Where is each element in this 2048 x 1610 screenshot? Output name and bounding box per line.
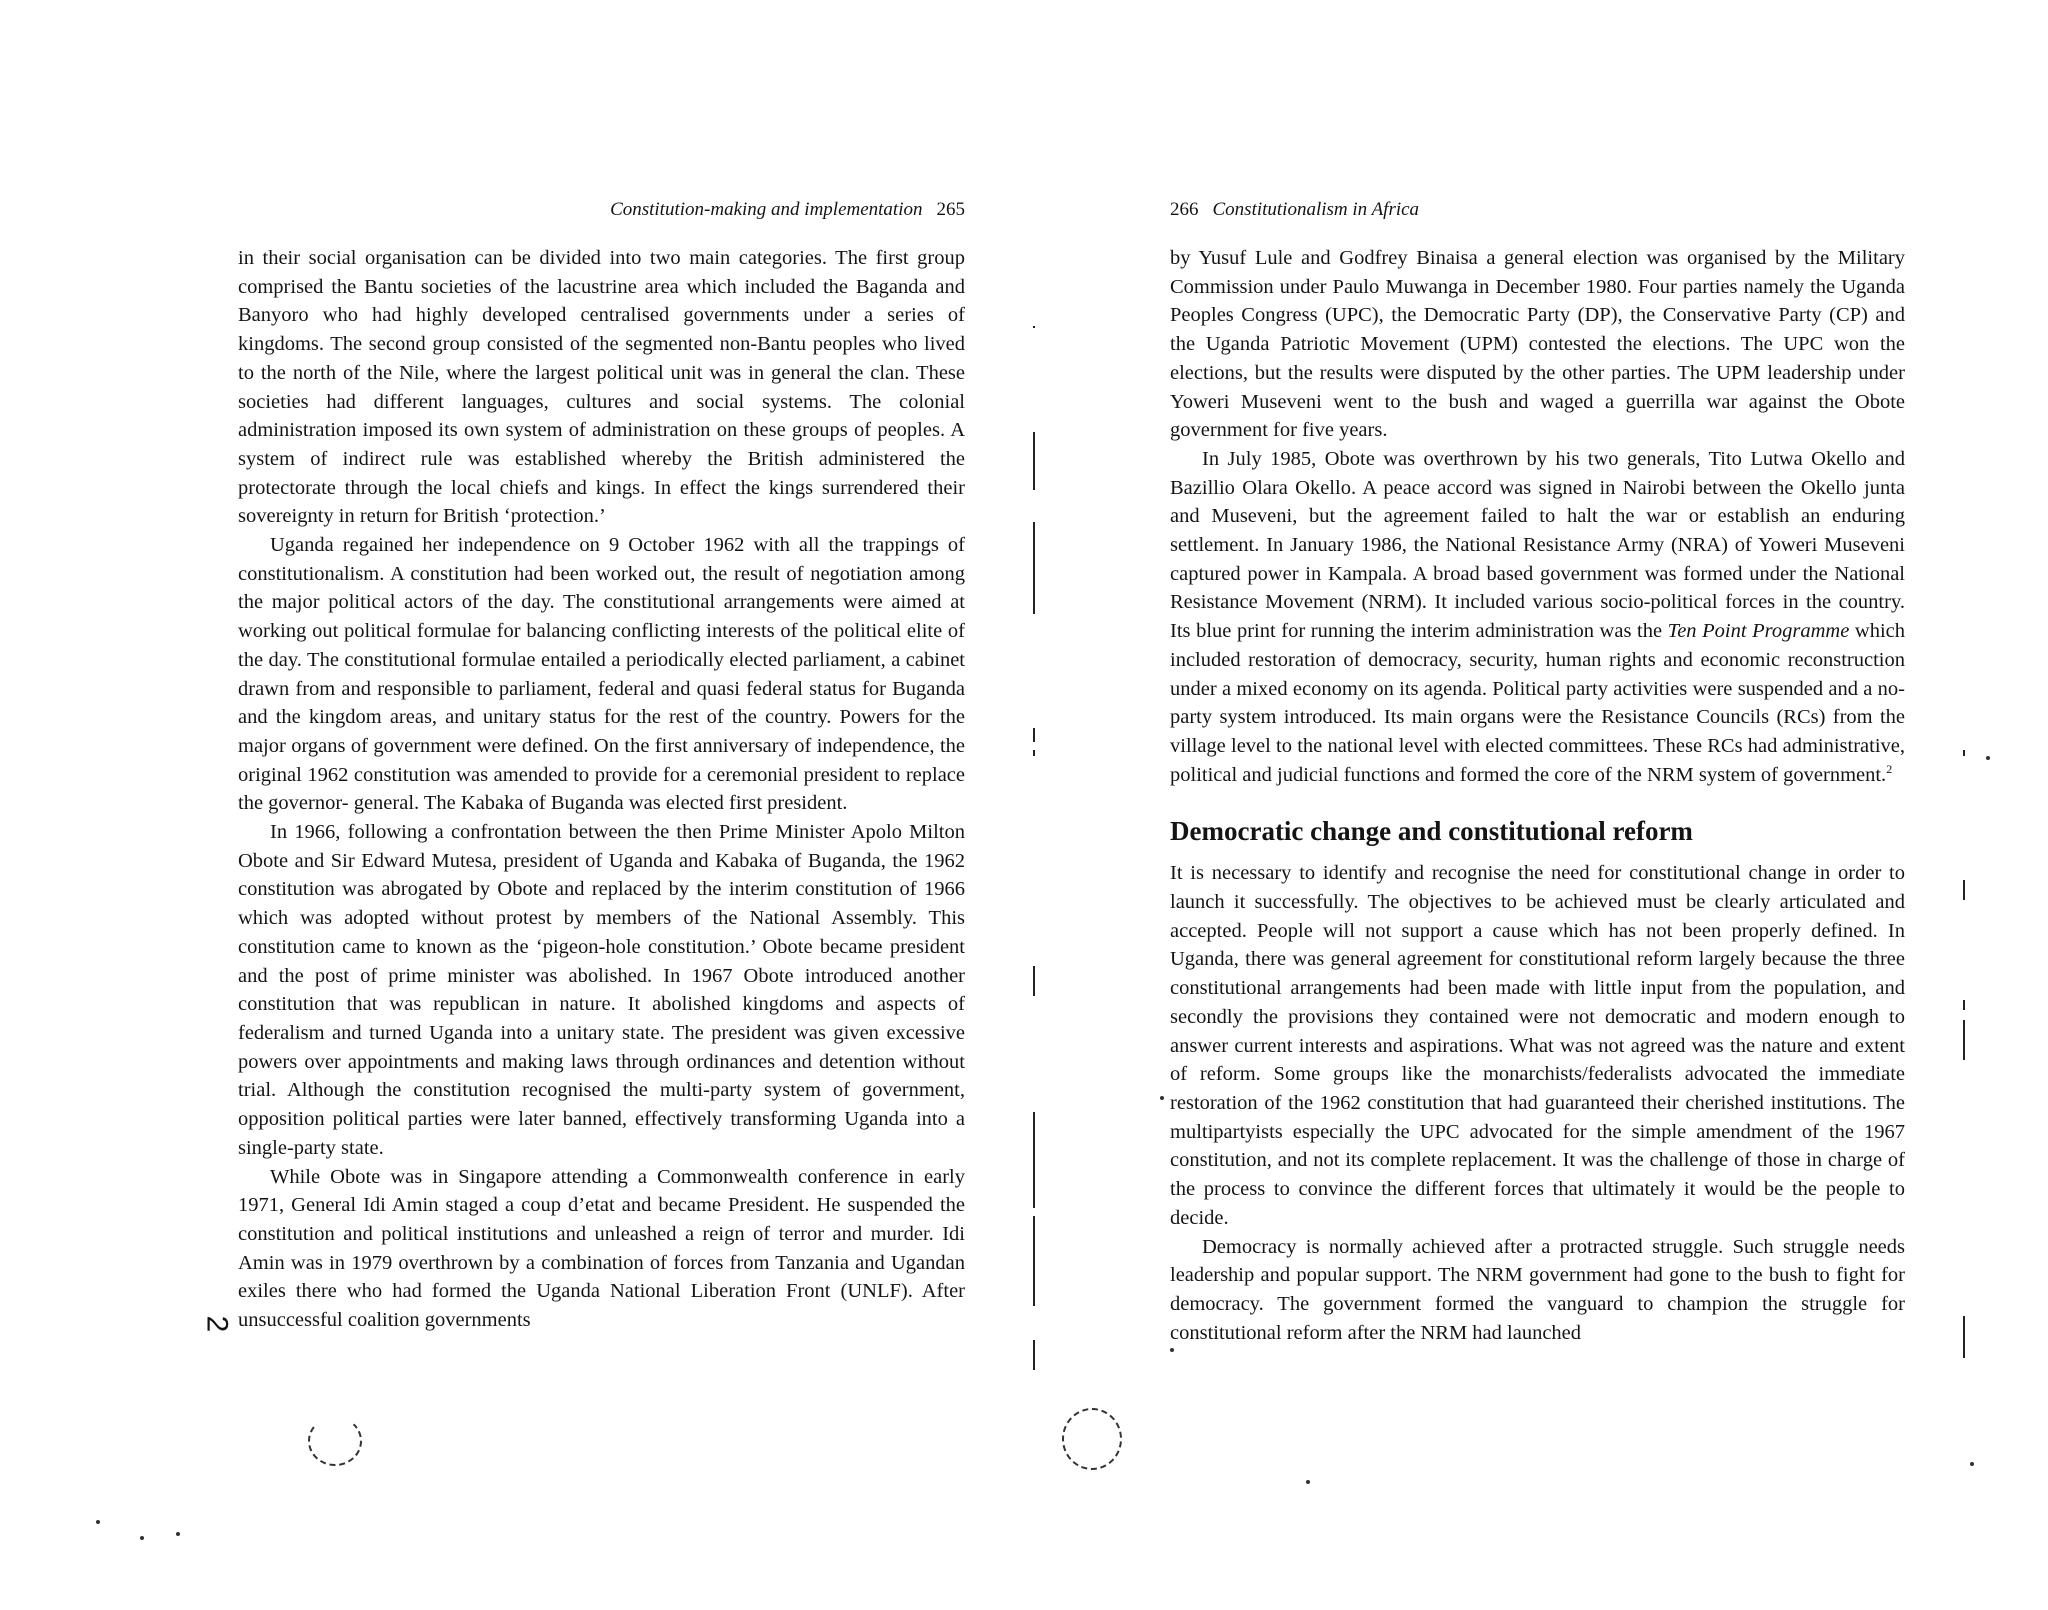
left-paragraph: Uganda regained her independence on 9 October 1962 with all the trappings of constitutionalism. A constitution had been worked out, the result of negotiation among the major political actors of the day. The constitutional arrangements were aimed at working out political formulae for balancing conflicting interests of the political elite of the day. The constitutional formulae entailed a periodically elected parliament, a cabinet drawn from and responsible to parliament, federal and quasi federal status for Buganda and the kingdom areas, and unitary status for the rest of the country. Powers for the major organs of government were defined. On the first anniversary of independence, the original 1962 constitution was amended to provide for a ceremonial president to replace the governor- general. The Kabaka of Buganda was elected first president. — [238, 534, 965, 815]
right-paragraph: It is necessary to identify and recognise the need for constitutional change in order to launch it successfully. The objectives to be achieved must be clearly articulated and accepted. People will not support a cause which has not been properly defined. In Uganda, there was general agreement for constitutional reform largely because the three constitutional arrangements had been made with little input from the population, and secondly the provisions they contained were not democratic and modern enough to answer current interests and aspirations. What was not agreed was the nature and extent of reform. Some groups like the monarchists/federalists advocated the immediate restoration of the 1962 constitution that had guaranteed their cherished institutions. The multipartyists especially the UPC advocated for the simple amendment of the 1967 constitution, and not its complete replacement. It was the challenge of those in charge of the process to convince the different forces that ultimately it would be the people to decide. — [1170, 862, 1905, 1229]
left-page — [238, 196, 965, 1335]
punch-hole-mark — [308, 1416, 362, 1466]
punch-hole-mark — [1062, 1408, 1122, 1470]
left-paragraph: in their social organisation can be divided into two main categories. The first group comprised the Bantu societies of the lacustrine area which included the Baganda and Banyoro who had highly developed centralised governments under a series of kingdoms. The second group consisted of the segmented non-Bantu peoples who lived to the north of the Nile, where the largest political unit was in general the clan. These societies had different languages, cultures and social systems. The colonial administration imposed its own system of administration on these groups of peoples. A system of indirect rule was established whereby the British administered the protectorate through the local chiefs and kings. In effect the kings surrendered their sovereignty in return for British ‘protection.’ — [238, 247, 965, 528]
margin-mark — [1963, 750, 1965, 756]
left-body-text — [238, 244, 965, 1335]
right-paragraph: by Yusuf Lule and Godfrey Binaisa a general election was organised by the Military Commission under Paulo Muwanga in December 1980. Four parties namely the Uganda Peoples Congress (UPC), the Democratic Party (DP), the Conservative Party (CP) and the Uganda Patriotic Movement (UPM) contested the elections. The UPC won the elections, but the results were disputed by the other parties. The UPM leadership under Yoweri Museveni went to the bush and waged a guerrilla war against the Obote government for five years. — [1170, 247, 1905, 442]
right-page-number: 266 — [1170, 199, 1199, 220]
section-heading: Democratic change and constitutional reform — [1170, 816, 1693, 847]
right-body-text — [1170, 244, 1905, 1347]
scan-speck — [140, 1536, 144, 1540]
scan-speck — [1160, 1096, 1164, 1100]
margin-mark — [1963, 1020, 1965, 1060]
right-paragraph-text: In July 1985, Obote was overthrown by his two generals, Tito Lutwa Okello and Bazillio Olara Okello. A peace accord was signed in Nairobi between the Okello junta and Museveni, but the agreement failed to halt the war or establish an enduring settlement. In January 1986, the National Resistance Army (NRA) of Yoweri Museveni captured power in Kampala. A broad based government was formed under the National Resistance Movement (NRM). It included various socio-political forces in the country. Its blue print for running the interim administration was the — [1170, 447, 1905, 643]
gutter-mark — [1033, 432, 1035, 490]
margin-mark — [1963, 1316, 1965, 1358]
right-page — [1170, 196, 1905, 1347]
right-running-head — [1170, 196, 1905, 224]
scan-speck — [1986, 756, 1990, 760]
scan-speck — [176, 1532, 180, 1536]
scan-speck — [1970, 1462, 1974, 1466]
footnote-ref: 2 — [1886, 761, 1893, 776]
programme-title: Ten Point Programme — [1667, 620, 1850, 643]
gutter-mark — [1033, 750, 1035, 756]
scan-speck — [1170, 1348, 1174, 1352]
left-page-number: 265 — [936, 199, 965, 220]
gutter-mark — [1033, 1216, 1035, 1306]
gutter-mark — [1033, 728, 1035, 742]
gutter-mark — [1033, 522, 1035, 614]
left-running-head — [238, 196, 965, 224]
left-running-head-title: Constitution-making and implementation — [610, 199, 923, 220]
gutter-mark — [1033, 966, 1035, 996]
right-paragraph — [1170, 445, 1905, 789]
gutter-mark — [1033, 1112, 1035, 1208]
right-paragraph-text: which included restoration of democracy, security, human rights and economic reconstruction under a mixed economy on its agenda. Political party activities were suspended and a no-party system introduced. Its main organs were the Resistance Councils (RCs) from the village level to the national level with elected committees. These RCs had administrative, political and judicial functions and formed the core of the NRM system of government. — [1170, 620, 1905, 786]
left-paragraph: While Obote was in Singapore attending a Commonwealth conference in early 1971, General Idi Amin staged a coup d’etat and became President. He suspended the constitution and political institutions and unleashed a reign of terror and murder. Idi Amin was in 1979 overthrown by a combination of forces from Tanzania and Ugandan exiles there who had formed the Uganda National Liberation Front (UNLF). After unsuccessful coalition governments — [238, 1165, 965, 1332]
left-paragraph: In 1966, following a confrontation between the then Prime Minister Apolo Milton Obote and Sir Edward Mutesa, president of Uganda and Kabaka of Buganda, the 1962 constitution was abrogated by Obote and replaced by the interim constitution of 1966 which was adopted without protest by members of the National Assembly. This constitution came to known as the ‘pigeon-hole constitution.’ Obote became president and the post of prime minister was abolished. In 1967 Obote introduced another constitution that was republican in nature. It abolished kingdoms and aspects of federalism and turned Uganda into a unitary state. The president was given excessive powers over appointments and making laws through ordinances and detention without trial. Although the constitution recognised the multi-party system of government, opposition political parties were later banned, effectively transforming Uganda into a single-party state. — [238, 821, 965, 1159]
gutter-mark — [1033, 326, 1035, 328]
margin-mark — [1963, 1000, 1965, 1010]
scan-speck — [96, 1520, 100, 1524]
margin-numeral: 2 — [200, 1315, 234, 1333]
right-running-head-title: Constitutionalism in Africa — [1212, 199, 1420, 220]
margin-mark — [1963, 880, 1965, 900]
right-paragraph: Democracy is normally achieved after a protracted struggle. Such struggle needs leadership and popular support. The NRM government had gone to the bush to fight for democracy. The government formed the vanguard to champion the struggle for constitutional reform after the NRM had launched — [1170, 1235, 1905, 1344]
gutter-mark — [1033, 1340, 1035, 1370]
scan-speck — [1306, 1480, 1310, 1484]
